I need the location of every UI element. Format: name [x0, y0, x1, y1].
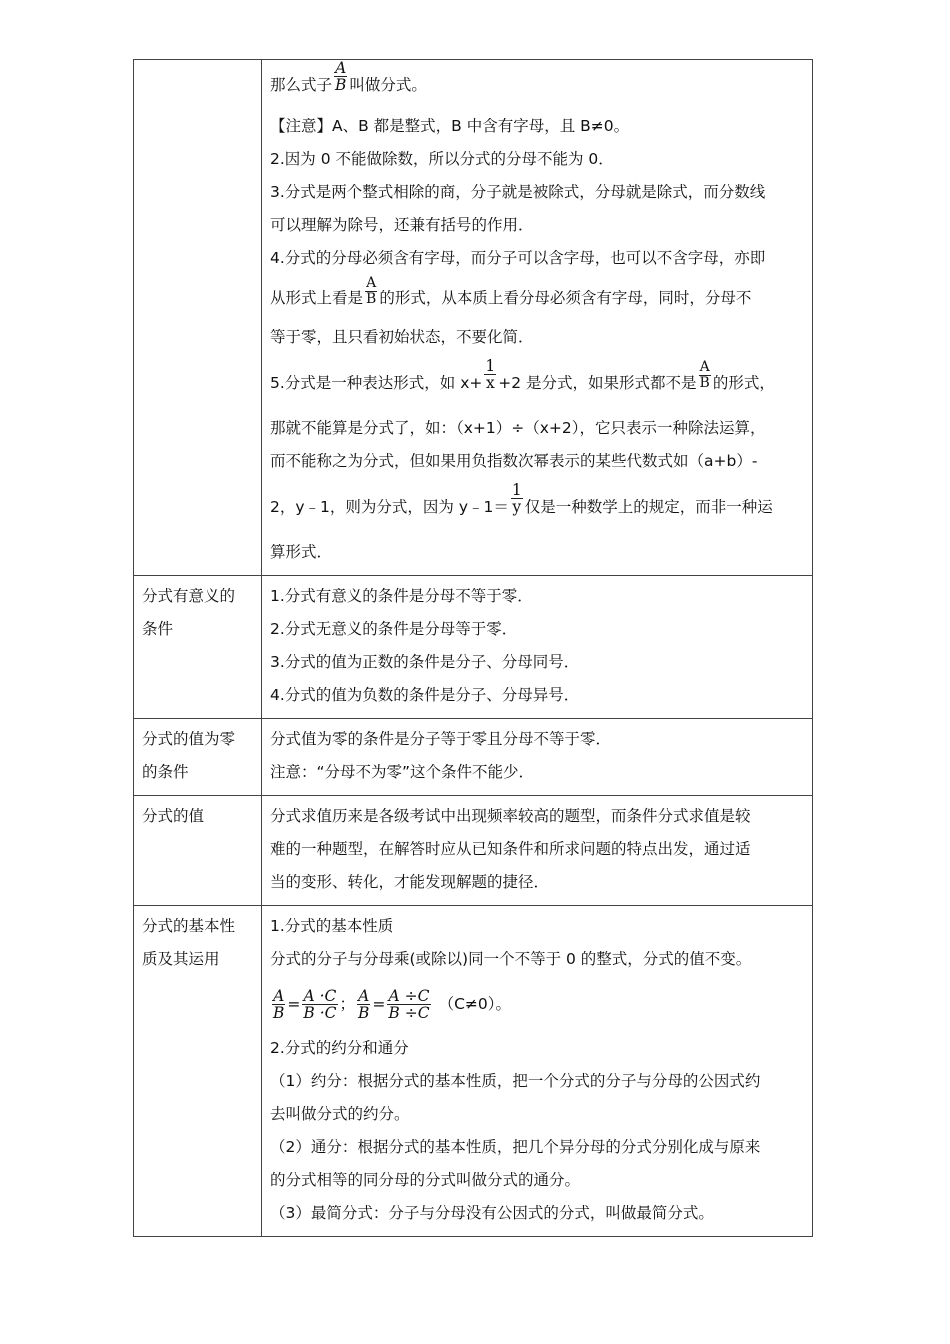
- content-line: 等于零，且只看初始状态，不要化简．: [270, 328, 534, 346]
- content-line: 1.分式有意义的条件是分母不等于零．: [270, 587, 533, 605]
- content-line: （1）约分：根据分式的基本性质，把一个分式的分子与分母的公因式约: [270, 1072, 761, 1090]
- table-row: [134, 796, 813, 906]
- content-line: 4.分式的分母必须含有字母，而分子可以含字母，也可以不含字母，亦即: [270, 249, 766, 267]
- table-row: [134, 719, 813, 796]
- fraction-ac-over-bc: $\frac{A \cdot C}{B \cdot C}$: [303, 986, 337, 1022]
- row-label: 分式有意义的: [142, 587, 236, 605]
- content-line: 从形式上看是 $\frac{A}{B}$ 的形式，从本质上看分母必须含有字母，同时，分母不: [270, 275, 752, 307]
- content-line: 2.分式无意义的条件是分母等于零．: [270, 620, 518, 638]
- row-label: 分式的值为零: [142, 730, 236, 748]
- content-line: 分式的分子与分母乘(或除以)同一个不等于 0 的整式，分式的值不变。: [270, 950, 752, 968]
- fraction-a-div-c-over-b-div-c: $\frac{A \div C}{B \div C}$: [388, 986, 430, 1022]
- row-label-cell: [134, 576, 262, 719]
- row-label: 质及其运用: [142, 950, 220, 968]
- row-label-cell: [134, 719, 262, 796]
- content-line: 1.分式的基本性质: [270, 917, 394, 935]
- content-line: 算形式．: [270, 543, 333, 561]
- row-label-cell: [134, 60, 262, 576]
- content-line: 分式求值历来是各级考试中出现频率较高的题型，而条件分式求值是较: [270, 807, 751, 825]
- table-row: [134, 906, 813, 1237]
- content-line: 3.分式的值为正数的条件是分子、分母同号．: [270, 653, 580, 671]
- content-line: 5.分式是一种表达形式，如 x+ $\frac{1}{x}$ +2 是分式，如果形式都不是 $\frac{A}{B}$ 的形式，: [270, 356, 775, 392]
- fraction-a-over-b: $\frac{A}{B}$: [366, 275, 377, 307]
- fraction-a-over-b: $\frac{A}{B}$: [273, 986, 285, 1022]
- content-line: 2.分式的约分和通分: [270, 1039, 409, 1057]
- fraction-a-over-b: $\frac{A}{B}$: [335, 58, 347, 94]
- content-line: 注意：“分母不为零”这个条件不能少．: [270, 763, 535, 781]
- row-label: 分式的值: [142, 807, 205, 825]
- row-label: 的条件: [142, 763, 189, 781]
- fraction-one-over-x: $\frac{1}{x}$: [485, 356, 496, 392]
- fraction-a-over-b: $\frac{A}{B}$: [699, 359, 710, 391]
- fraction-one-over-y: $\frac{1}{y}$: [511, 480, 522, 516]
- content-line: 去叫做分式的约分。: [270, 1105, 410, 1123]
- row-label-cell: [134, 796, 262, 906]
- content-line: 2，y﹣1，则为分式，因为 y﹣1＝ $\frac{1}{y}$ 仅是一种数学上的规定，而非一种运: [270, 480, 773, 516]
- row-content-cell: [262, 60, 813, 576]
- content-line: 4.分式的值为负数的条件是分子、分母异号．: [270, 686, 580, 704]
- content-line: 分式值为零的条件是分子等于零且分母不等于零．: [270, 730, 612, 748]
- row-content-cell: [262, 719, 813, 796]
- row-content-cell: [262, 796, 813, 906]
- table-row: [134, 576, 813, 719]
- formula-line: $\frac{A}{B}$ = $\frac{A \cdot C}{B \cdot C}$ ； $\frac{A}{B}$ = $\frac{A \div C}{B \div C}$ （C≠0）。: [273, 986, 511, 1022]
- content-line: 2.因为 0 不能做除数，所以分式的分母不能为 0．: [270, 150, 614, 168]
- content-line: （2）通分：根据分式的基本性质，把几个异分母的分式分别化成与原来: [270, 1138, 761, 1156]
- fraction-a-over-b: $\frac{A}{B}$: [358, 986, 370, 1022]
- content-line: 3.分式是两个整式相除的商，分子就是被除式，分母就是除式，而分数线: [270, 183, 766, 201]
- row-label: 条件: [142, 620, 174, 638]
- content-line: 可以理解为除号，还兼有括号的作用．: [270, 216, 534, 234]
- table-row: [134, 60, 813, 576]
- note-line: 【注意】A、B 都是整式，B 中含有字母，且 B≠0。: [270, 117, 630, 135]
- row-label-cell: [134, 906, 262, 1237]
- content-line: 难的一种题型，在解答时应从已知条件和所求问题的特点出发，通过适: [270, 840, 751, 858]
- row-content-cell: [262, 576, 813, 719]
- content-line: 那么式子 $\frac{A}{B}$ 叫做分式。: [270, 58, 427, 94]
- content-line: （3）最简分式：分子与分母没有公因式的分式，叫做最简分式。: [270, 1204, 714, 1222]
- content-line: 的分式相等的同分母的分式叫做分式的通分。: [270, 1171, 581, 1189]
- row-content-cell: [262, 906, 813, 1237]
- row-label: 分式的基本性: [142, 917, 236, 935]
- knowledge-table: [133, 59, 813, 1237]
- content-line: 当的变形、转化，才能发现解题的捷径．: [270, 873, 550, 891]
- content-line: 而不能称之为分式，但如果用负指数次幂表示的某些代数式如（a+b）-: [270, 452, 758, 470]
- content-line: 那就不能算是分式了，如：（x+1）÷（x+2），它只表示一种除法运算，: [270, 419, 766, 437]
